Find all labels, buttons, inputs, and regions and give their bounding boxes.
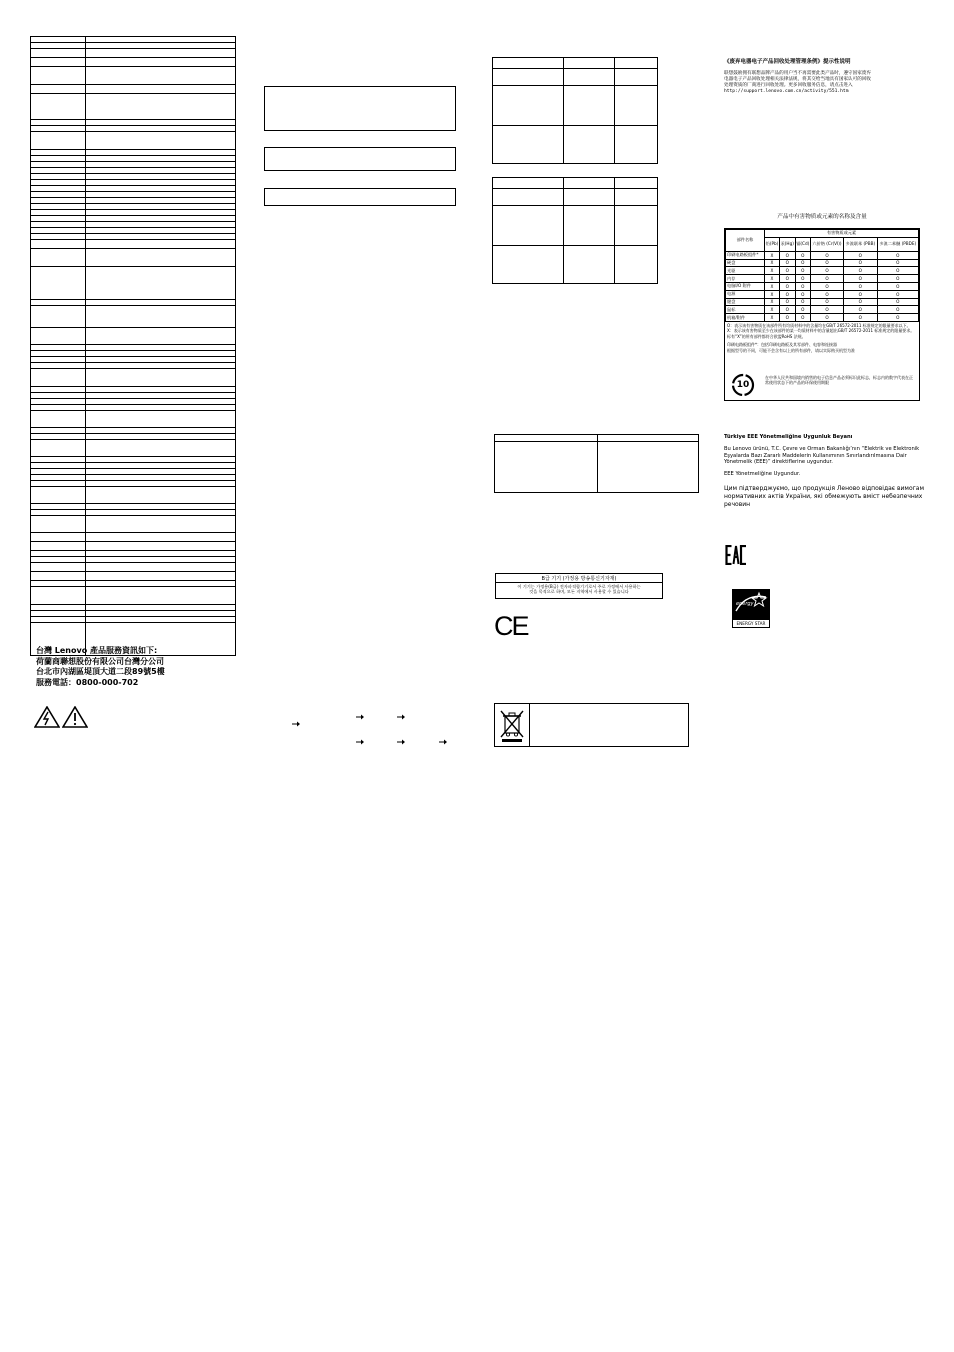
spec-label-cell: [31, 572, 86, 581]
spec-value-cell: [86, 572, 236, 581]
hazard-substances-panel: [724, 228, 920, 401]
weee-crossed-bin-icon: [500, 709, 524, 743]
hazard-part-name: 硬盘: [726, 259, 765, 267]
hazard-cell: O: [795, 251, 810, 259]
spec-label-cell: [31, 440, 86, 457]
spec-table-row: [31, 328, 236, 345]
spec-label-cell: [31, 328, 86, 345]
spec-table-row: [31, 267, 236, 300]
spec-table-row: [31, 132, 236, 150]
hazard-cell: O: [795, 298, 810, 306]
spec-label-cell: [31, 240, 86, 249]
spec-label-cell: [31, 516, 86, 533]
hazard-note-1: O：表示该有害物质在该部件所有均质材料中的含量均在GB/T 26572-2011 标准规定的限量要求以下。: [727, 322, 911, 328]
hazard-table-title: 产品中有害物质或元素的名称及含量: [777, 214, 867, 220]
arrow-right-icon: [356, 739, 364, 745]
korea-notice-title: B급 기기 (가정용 방송통신기자재): [496, 574, 662, 583]
spec-value-cell: [86, 49, 236, 58]
spec-label-cell: [31, 411, 86, 428]
hazard-part-name: 光驱: [726, 267, 765, 275]
turkey-declaration: [724, 434, 924, 514]
hazard-note-2: X：表示该有害物质至少在该部件的某一均质材料中的含量超出GB/T 26572-2011 标准规定的限量要求。: [727, 328, 915, 334]
hazard-table-row: [726, 314, 919, 322]
hazard-cell: O: [779, 275, 795, 283]
hazard-cell: O: [844, 298, 878, 306]
hazard-note-4: 印刷电路板组件*：包括印刷电路板及其零部件、电容和连接器: [727, 342, 837, 348]
spec-table-row: [31, 240, 236, 249]
hazard-cell: O: [795, 267, 810, 275]
hazard-col-header: 汞(Hg): [779, 237, 795, 251]
spec-label-cell: [31, 49, 86, 58]
spec-label-cell: [31, 487, 86, 504]
china-recycling-notice: [724, 57, 924, 95]
hazard-table-row: [726, 290, 919, 298]
hazard-cell: O: [810, 314, 843, 322]
hazard-table-row: [726, 275, 919, 283]
hazard-part-name: 电脑I/O 附件: [726, 282, 765, 290]
hazard-cell: X: [765, 275, 780, 283]
hazard-cell: X: [765, 282, 780, 290]
spec-label-cell: [31, 58, 86, 67]
spec-value-cell: [86, 267, 236, 300]
efup-years: 10: [736, 380, 750, 390]
hazard-cell: O: [810, 290, 843, 298]
hazard-cell: O: [877, 314, 918, 322]
spec-table-row: [31, 411, 236, 428]
spec-label-cell: [31, 369, 86, 387]
spec-table-row: [31, 572, 236, 581]
spec-label-cell: [31, 533, 86, 542]
weee-notice-box: [494, 703, 689, 747]
hazard-cell: O: [844, 290, 878, 298]
hazard-table-row: [726, 282, 919, 290]
hazard-col-header: 镉(Cd): [795, 237, 810, 251]
hazard-cell: O: [810, 306, 843, 314]
hazard-part-name: 内存: [726, 275, 765, 283]
hazard-cell: O: [779, 314, 795, 322]
arrow-right-icon: [397, 714, 405, 720]
hazard-cell: O: [795, 306, 810, 314]
spec-value-cell: [86, 306, 236, 328]
spec-value-cell: [86, 240, 236, 249]
empty-notice-box-2: [264, 147, 456, 171]
arrow-right-icon: [292, 721, 300, 727]
ukraine-declaration: Цим підтверджуємо, що продукція Леново відповідає вимогам нормативних актів України, які обмежують вміст небезпечних речовин: [724, 485, 924, 509]
taiwan-info-line-2: 荷蘭商聯想股份有限公司台灣分公司: [36, 656, 164, 666]
spec-value-cell: [86, 94, 236, 120]
spec-value-cell: [86, 411, 236, 428]
hazard-cell: O: [779, 282, 795, 290]
hazard-cell: O: [795, 282, 810, 290]
spec-value-cell: [86, 67, 236, 85]
hazard-cell: X: [765, 251, 780, 259]
spec-table-row: [31, 440, 236, 457]
korea-class-b-notice: [495, 573, 663, 599]
hazard-cell: O: [779, 259, 795, 267]
spec-value-cell: [86, 85, 236, 94]
spec-value-cell: [86, 587, 236, 605]
hazard-cell: O: [844, 306, 878, 314]
eac-mark-icon: [725, 545, 747, 565]
spec-label-cell: [31, 267, 86, 300]
spec-table-row: [31, 542, 236, 551]
hazard-col-header: 铅(Pb): [765, 237, 780, 251]
spec-value-cell: [86, 487, 236, 504]
spec-value-cell: [86, 369, 236, 387]
hazard-part-name: 印刷电路板组件*: [726, 251, 765, 259]
spec-value-cell: [86, 249, 236, 267]
energy-star-logo: [732, 589, 770, 627]
hazard-cell: O: [877, 306, 918, 314]
spec-table-row: [31, 563, 236, 572]
energy-star-label: ENERGY STAR: [732, 619, 770, 628]
taiwan-info-line-4: 服務電話：0800-000-702: [36, 677, 139, 687]
arrow-right-icon: [397, 739, 405, 745]
hazard-cell: O: [844, 251, 878, 259]
hazard-cell: O: [844, 259, 878, 267]
spec-value-cell: [86, 58, 236, 67]
taiwan-service-info: [36, 646, 236, 688]
hazard-cell: O: [844, 275, 878, 283]
hazard-cell: X: [765, 306, 780, 314]
hazard-table-row: [726, 298, 919, 306]
hazard-cell: X: [765, 298, 780, 306]
spec-table-row: [31, 516, 236, 533]
hazard-part-name: 键盘: [726, 298, 765, 306]
spec-table-row: [31, 58, 236, 67]
spec-value-cell: [86, 542, 236, 551]
caution-warning-icon: [62, 706, 88, 728]
hazard-cell: O: [795, 290, 810, 298]
china-recycling-line-2: 电器电子产品回收处理相关法律法规，将其交给当地具有国家认可的回收: [724, 77, 872, 82]
hazard-cell: X: [765, 314, 780, 322]
china-recycling-title: 《废弃电器电子产品回收处理管理条例》提示性说明: [724, 59, 851, 65]
hazard-table-row: [726, 267, 919, 275]
hazard-cell: O: [877, 282, 918, 290]
taiwan-info-line-3: 台北市內湖區堤頂大道二段89號5樓: [36, 667, 165, 676]
efup-text: 在中华人民共和国境内销售的电子信息产品必须标识此标志，标志内的数字代表在正常使用状态下的产品的环保使用期限: [765, 375, 913, 386]
hazard-cell: O: [877, 290, 918, 298]
hazard-cell: X: [765, 267, 780, 275]
arrow-right-icon: [439, 739, 447, 745]
hazard-cell: X: [765, 290, 780, 298]
spec-value-cell: [86, 516, 236, 533]
spec-value-cell: [86, 132, 236, 150]
hazard-cell: O: [795, 259, 810, 267]
spec-table-row: [31, 249, 236, 267]
hazard-col-part: 部件名称: [726, 230, 765, 252]
spec-table-row: [31, 85, 236, 94]
hazard-table-row: [726, 306, 919, 314]
hazard-cell: O: [810, 267, 843, 275]
spec-table-row: [31, 369, 236, 387]
spec-label-cell: [31, 67, 86, 85]
spec-label-cell: [31, 563, 86, 572]
hazard-col-header: 多溴二苯醚 (PBDE): [877, 237, 918, 251]
hazard-note-5: 根据型号的不同，可能不会含有以上的所有部件，请以实际购买机型为准: [727, 347, 855, 353]
ce-mark: CE: [494, 611, 528, 641]
arrow-right-icon: [356, 714, 364, 720]
hazard-table-row: [726, 259, 919, 267]
hazard-cell: O: [779, 251, 795, 259]
spec-table-row: [31, 533, 236, 542]
hazard-cell: O: [779, 306, 795, 314]
spec-label-cell: [31, 542, 86, 551]
hazard-cell: O: [795, 314, 810, 322]
energy-star-script: energy: [736, 601, 754, 607]
hazard-group-header: 有害物质或元素: [765, 230, 919, 238]
hazard-cell: O: [877, 298, 918, 306]
korea-notice-line-1: 이 기기는 가정용(B급) 전자파적합기기로서 주로 가정에서 사용하는: [517, 584, 641, 589]
spec-table-row: [31, 487, 236, 504]
spec-value-cell: [86, 533, 236, 542]
empty-table-3: [494, 434, 699, 493]
spec-label-cell: [31, 587, 86, 605]
hazard-cell: O: [877, 267, 918, 275]
turkey-body: Bu Lenovo ürünü, T.C. Çevre ve Orman Bakanlığı’nın “Elektrik ve Elektronik Eşyalarda Bazı Zararlı Maddelerin Kullanımının Sınırlandırılmasına Dair Yönetmelik (EEE)” direktiflerine uygundur.: [724, 446, 920, 466]
hazard-part-name: 机箱/附件: [726, 314, 765, 322]
hazard-table-row: [726, 251, 919, 259]
hazard-cell: O: [810, 251, 843, 259]
china-recycling-line-3: 处理资质的厂商进行回收处理。更多回收服务信息，请点击进入: [724, 83, 853, 88]
hazard-cell: O: [810, 282, 843, 290]
hazard-cell: O: [795, 275, 810, 283]
korea-notice-line-2: 것을 목적으로 하며, 모든 지역에서 사용할 수 있습니다: [529, 589, 629, 595]
taiwan-info-line-1: 台灣 Lenovo 產品服務資訊如下:: [36, 646, 158, 655]
hazard-cell: O: [877, 275, 918, 283]
spec-table-row: [31, 587, 236, 605]
hazard-note-3: 标有“X”的所有部件都符合欧盟RoHS 法规。: [727, 333, 806, 339]
spec-value-cell: [86, 328, 236, 345]
hazard-cell: O: [779, 267, 795, 275]
spec-label-cell: [31, 85, 86, 94]
hazard-cell: X: [765, 259, 780, 267]
turkey-title: Türkiye EEE Yönetmeliğine Uygunluk Beyanı: [724, 434, 853, 440]
hazard-col-header: 多溴联苯 (PBB): [844, 237, 878, 251]
china-recycling-url: http://support.lenovo.com.cn/activity/551.htm: [724, 89, 849, 94]
spec-table-row: [31, 306, 236, 328]
spec-label-cell: [31, 249, 86, 267]
hazard-cell: O: [844, 267, 878, 275]
hazard-cell: O: [844, 282, 878, 290]
spec-value-cell: [86, 440, 236, 457]
hazard-cell: O: [810, 275, 843, 283]
china-recycling-line-1: 联想鼓励拥有联想品牌产品的用户当不再需要此类产品时，遵守国家废弃: [724, 71, 872, 76]
spec-value-cell: [86, 563, 236, 572]
hazard-cell: O: [779, 298, 795, 306]
hazard-cell: O: [779, 290, 795, 298]
empty-notice-box-1: [264, 86, 456, 131]
spec-label-cell: [31, 94, 86, 120]
spec-table: [30, 36, 236, 633]
empty-notice-box-3: [264, 188, 456, 206]
spec-table-row: [31, 67, 236, 85]
hazard-cell: O: [877, 259, 918, 267]
empty-table-1: [492, 57, 658, 164]
turkey-compliant: EEE Yönetmeliğine Uygundur.: [724, 470, 801, 477]
spec-table-row: [31, 94, 236, 120]
spec-label-cell: [31, 132, 86, 150]
hazard-part-name: 鼠标: [726, 306, 765, 314]
empty-table-2: [492, 177, 658, 284]
hazard-part-name: 电源: [726, 290, 765, 298]
spec-table-row: [31, 49, 236, 58]
hazard-col-header: 六价铬 (Cr(VI)): [810, 237, 843, 251]
hazard-cell: O: [810, 298, 843, 306]
hazard-cell: O: [877, 251, 918, 259]
hazard-cell: O: [810, 259, 843, 267]
hazard-cell: O: [844, 314, 878, 322]
electric-shock-warning-icon: [34, 706, 60, 728]
spec-label-cell: [31, 306, 86, 328]
